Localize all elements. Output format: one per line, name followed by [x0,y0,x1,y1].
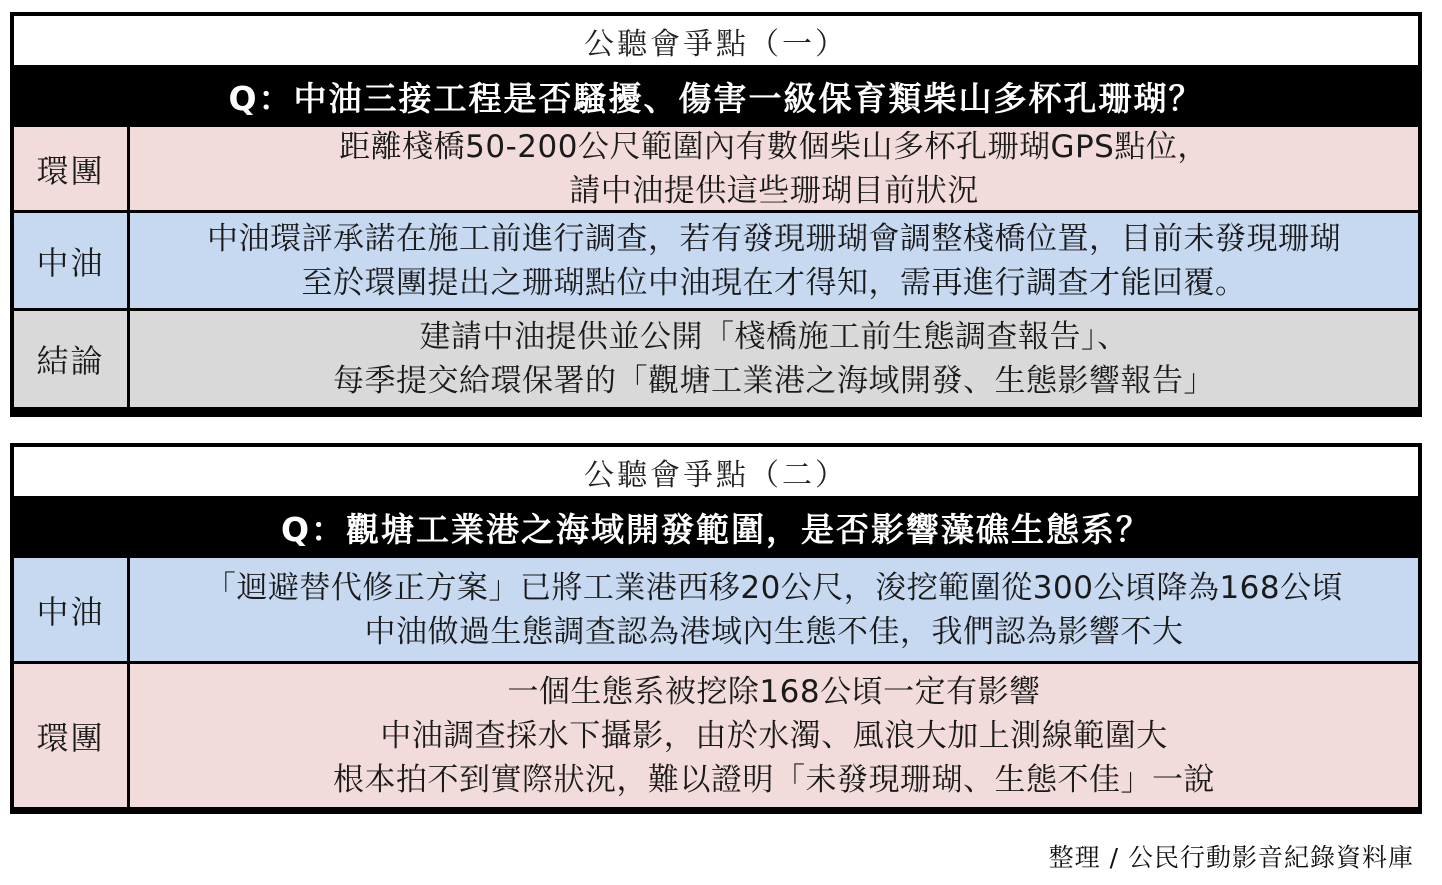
content-line: 每季提交給環保署的「觀塘工業港之海域開發、生態影響報告」 [333,363,1215,399]
row-content [130,127,1418,210]
dispute-table-2 [10,443,1422,814]
content-line: 「迴避替代修正方案」已將工業港西移20公尺，浚挖範圍從300公頃降為168公頃 [204,569,1344,606]
content-line: 中油調查採水下攝影，由於水濁、風浪大加上測線範圍大 [380,717,1168,754]
source-credit: 整理 / 公民行動影音紀錄資料庫 [1048,843,1414,872]
table-caption: 公聽會爭點（二） [14,447,1418,499]
row-label: 中油 [14,213,130,308]
row-content [130,213,1418,308]
row-label: 結論 [14,311,130,407]
table-question: Q：中油三接工程是否騷擾、傷害一級保育類柴山多杯孔珊瑚？ [14,68,1418,124]
content-line: 至於環團提出之珊瑚點位中油現在才得知，需再進行調查才能回覆。 [301,264,1247,301]
content-line: 中油做過生態調查認為港域內生態不佳，我們認為影響不大 [364,613,1184,650]
content-line: 一個生態系被挖除168公頃一定有影響 [507,673,1041,710]
content-line: 距離棧橋50-200公尺範圍內有數個柴山多杯孔珊瑚GPS點位， [339,128,1209,165]
content-line: 請中油提供這些珊瑚目前狀況 [569,172,979,209]
row-conclusion [14,308,1418,407]
row-cpc [14,555,1418,661]
dispute-table-1 [10,12,1422,417]
content-line: 中油環評承諾在施工前進行調查，若有發現珊瑚會調整棧橋位置，目前未發現珊瑚 [207,220,1341,257]
row-content [130,311,1418,407]
row-label: 中油 [14,558,130,661]
content-line: 根本拍不到實際狀況，難以證明「未發現珊瑚、生態不佳」一說 [333,761,1215,798]
table-caption: 公聽會爭點（一） [14,16,1418,68]
content-line: 建請中油提供並公開「棧橋施工前生態調查報告」、 [419,319,1129,355]
row-cpc [14,210,1418,308]
row-content [130,664,1418,807]
row-env-groups [14,124,1418,210]
table-question: Q：觀塘工業港之海域開發範圍，是否影響藻礁生態系？ [14,499,1418,555]
row-env-groups [14,661,1418,807]
row-label: 環團 [14,664,130,807]
row-label: 環團 [14,127,130,210]
row-content [130,558,1418,661]
